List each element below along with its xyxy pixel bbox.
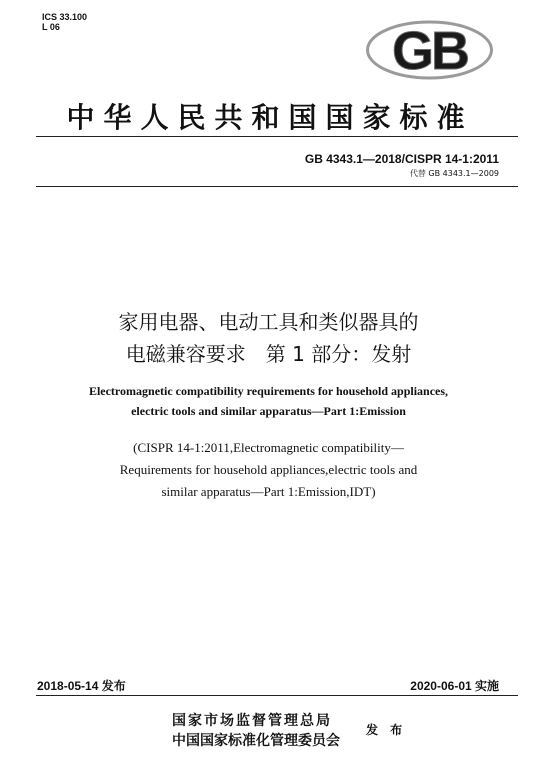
idt-line1: (CISPR 14-1:2011,Electromagnetic compatibility— — [133, 440, 404, 455]
header-divider — [36, 186, 518, 187]
publish-label: 发 布 — [366, 723, 407, 737]
idt-line3: similar apparatus—Part 1:Emission,IDT) — [161, 484, 376, 499]
classification-codes — [42, 12, 87, 32]
idt-line2: Requirements for household appliances,electric tools and — [119, 462, 418, 477]
replaces-standard: 代替 GB 4343.1—2009 — [409, 169, 499, 178]
standard-organization-title: 中华人民共和国国家标准 — [66, 101, 474, 134]
gb-logo — [366, 20, 493, 80]
top-divider — [36, 136, 518, 137]
title-cn-line1: 家用电器、电动工具和类似器具的 — [118, 310, 419, 334]
title-cn-line2: 电磁兼容要求 第 1 部分：发射 — [125, 342, 412, 366]
title-en-line2: electric tools and similar apparatus—Part 1:Emission — [131, 404, 406, 418]
ccs-code: L 06 — [42, 22, 60, 32]
implementation-date: 2020-06-01 实施 — [410, 679, 499, 693]
standard-number: GB 4343.1—2018/CISPR 14-1:2011 — [304, 152, 499, 166]
title-en-line1: Electromagnetic compatibility requirements for household appliances, — [88, 384, 449, 398]
footer-divider — [36, 695, 518, 696]
issue-date: 2018-05-14 发布 — [37, 679, 126, 693]
gb-logo-text: GB — [392, 21, 467, 80]
issuer-sac: 中国国家标准化管理委员会 — [172, 733, 340, 749]
issuer-samr: 国家市场监督管理总局 — [172, 713, 332, 729]
ics-code: ICS 33.100 — [42, 12, 88, 22]
